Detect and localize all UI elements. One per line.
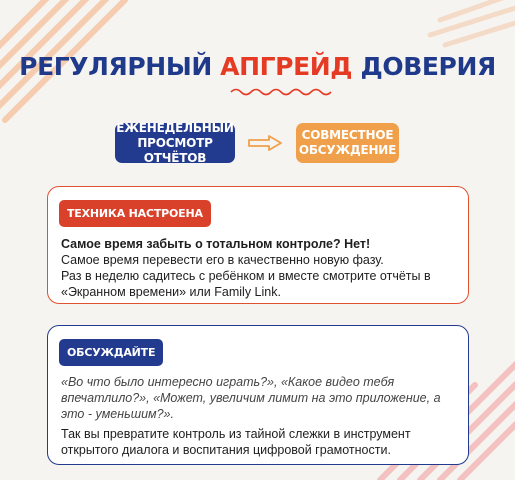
title-part-3: ДОВЕРИЯ [360, 52, 496, 81]
title-accent: АПГРЕЙД [220, 52, 353, 81]
tech-setup-card [47, 186, 469, 304]
tech-setup-label: ТЕХНИКА НАСТРОЕНА [59, 200, 211, 227]
title-part-1: РЕГУЛЯРНЫЙ [19, 52, 212, 81]
weekly-review-step: ЕЖЕНЕДЕЛЬНЫЙ ПРОСМОТР ОТЧЁТОВ [116, 120, 234, 165]
joint-discussion-step: СОВМЕСТНОЕ ОБСУЖДЕНИЕ [296, 123, 399, 163]
discuss-card [47, 325, 469, 465]
arrow-right-icon [247, 134, 283, 152]
discuss-quote: «Во что было интересно играть?», «Какое видео тебя впечатлило?», «Может, увеличим лимит на это приложение, а это - уменьшим?». [61, 375, 441, 421]
tech-setup-line-2: Самое время перевести его в качественно новую фазу. [61, 253, 384, 267]
discuss-conclusion: Так вы превратите контроль из тайной слежки в инструмент открытого диалога и воспитания цифровой грамотности. [61, 427, 411, 457]
tech-setup-line-1: Самое время забыть о тотальном контроле? Нет! [61, 237, 371, 251]
tech-setup-text [61, 236, 465, 300]
page-title [0, 52, 515, 81]
squiggle-underline [229, 86, 333, 96]
tech-setup-line-3: Раз в неделю садитесь с ребёнком и вместе смотрите отчёты в «Экранном времени» или Family Link. [61, 269, 431, 299]
discuss-label: ОБСУЖДАЙТЕ [59, 339, 163, 366]
